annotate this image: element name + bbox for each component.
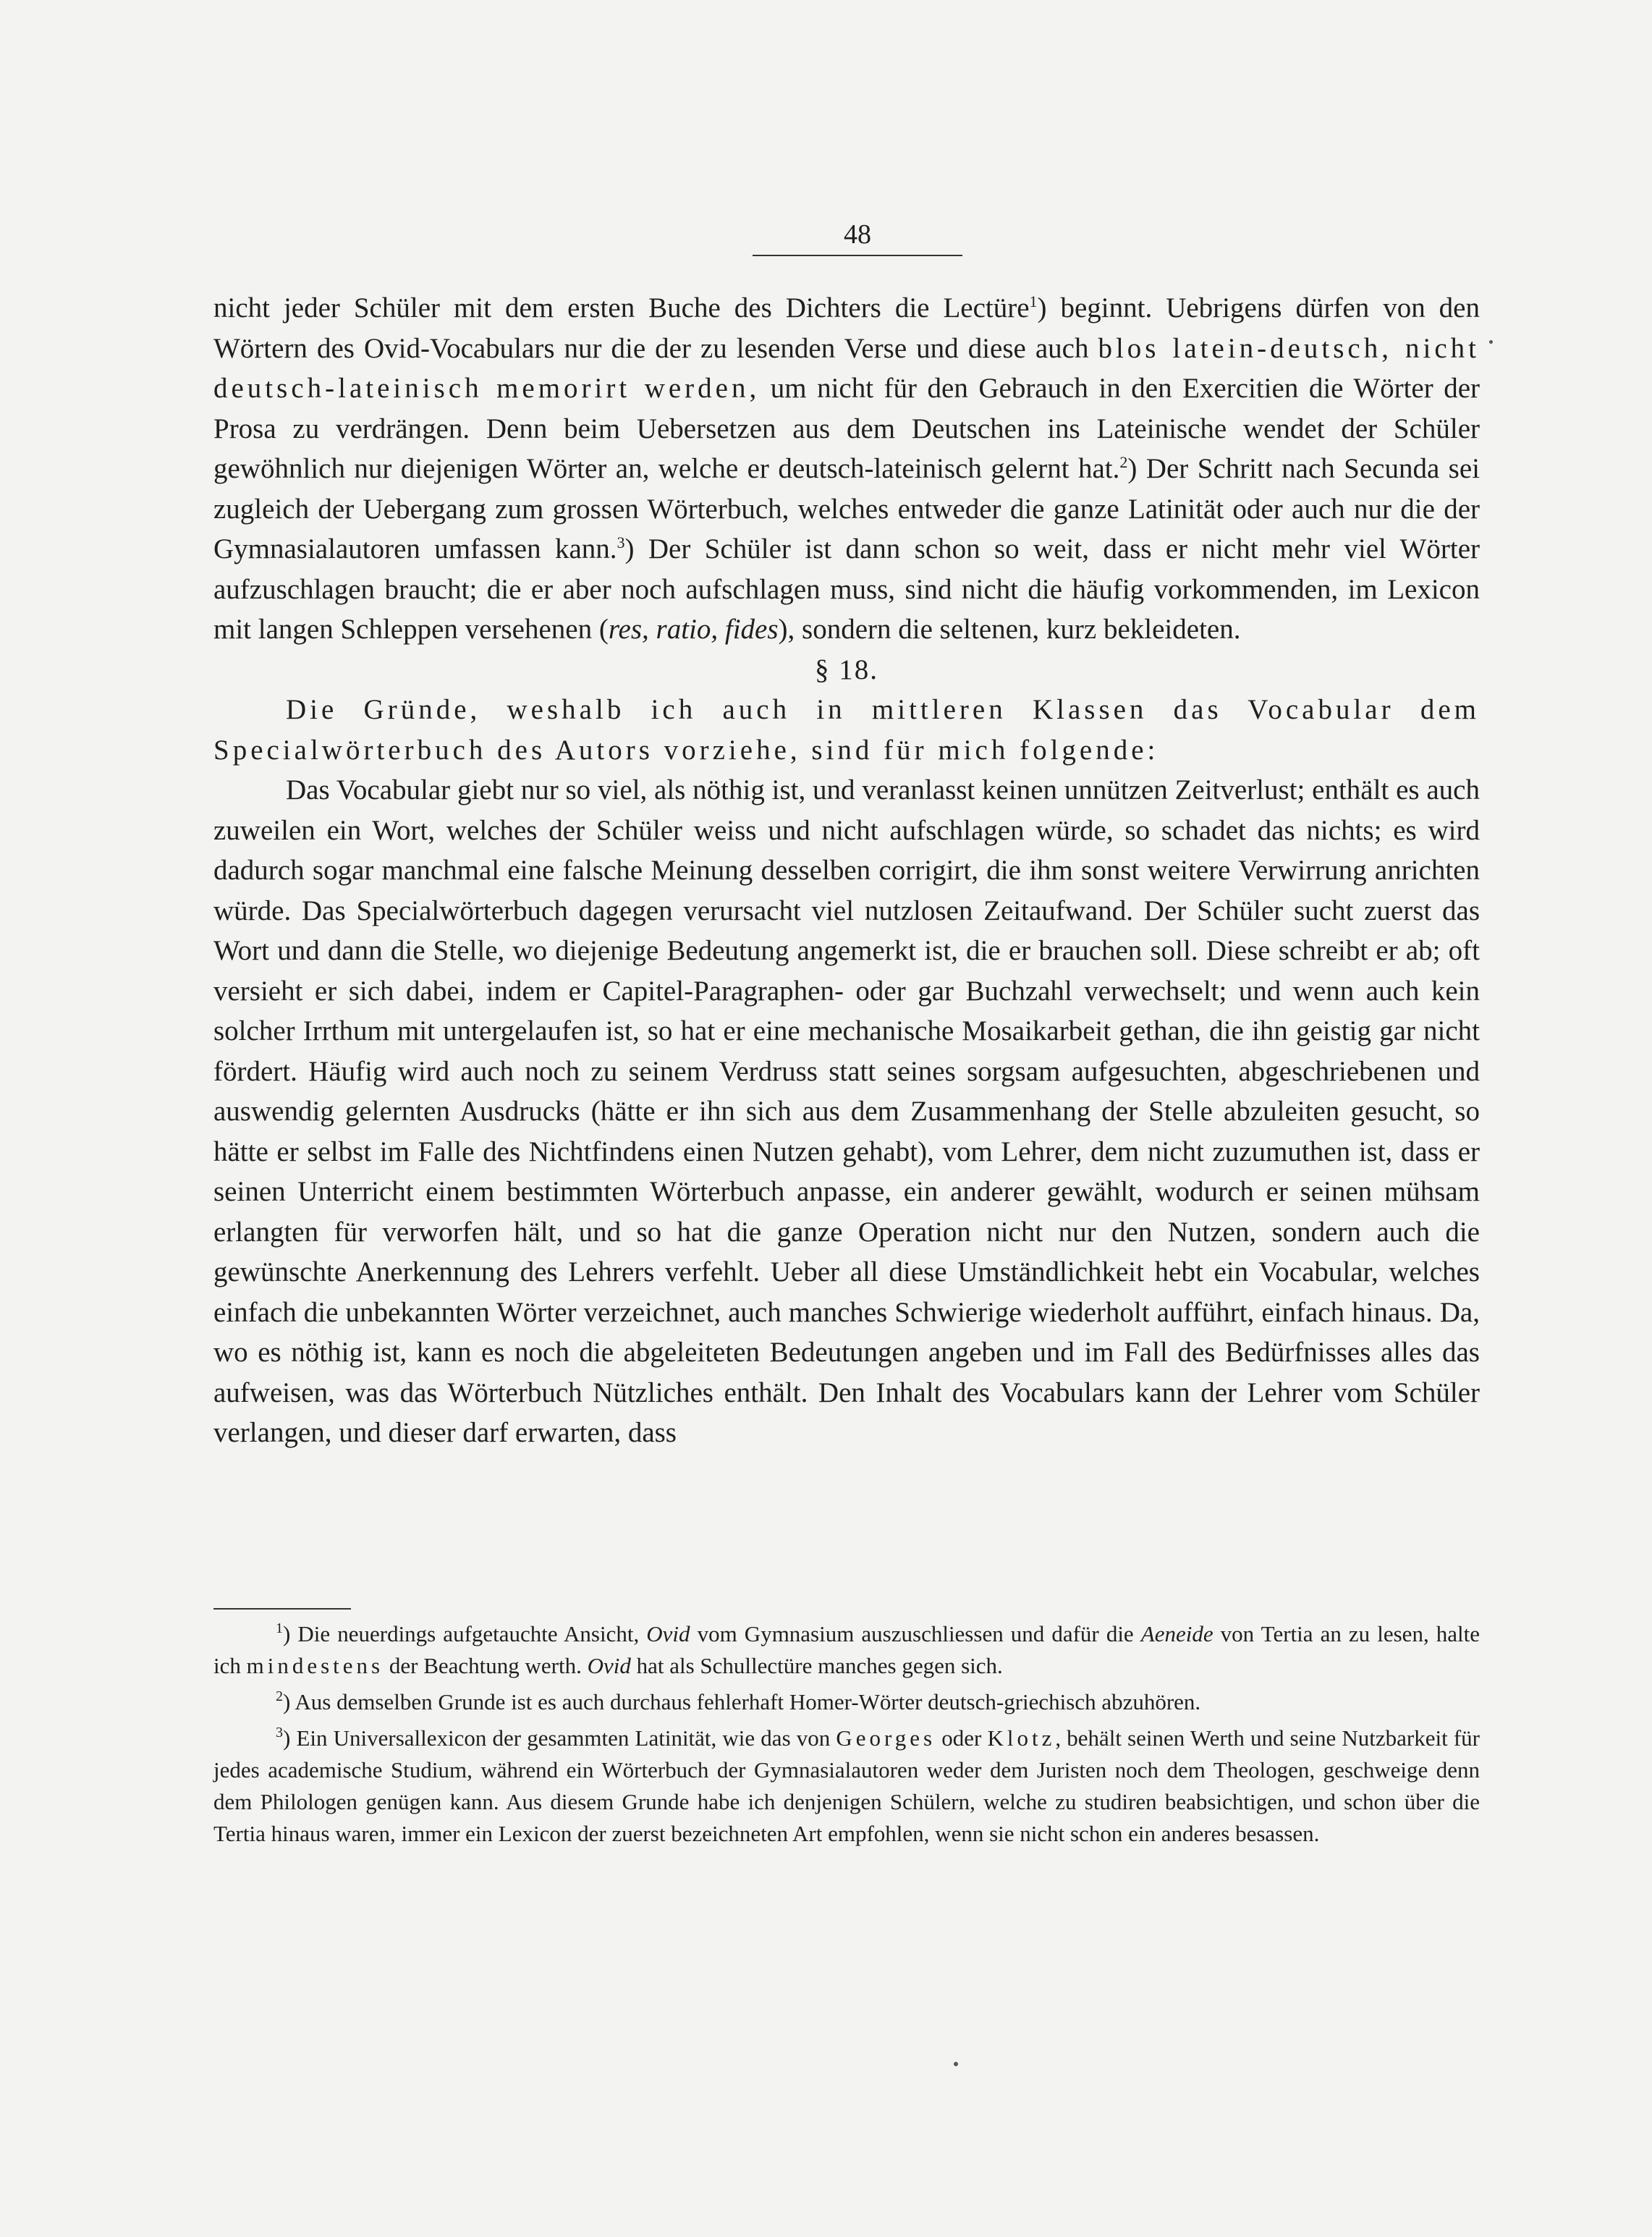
footnotes bbox=[213, 1618, 1480, 1854]
main-text bbox=[213, 288, 1480, 1453]
footnote-ref-2: 2 bbox=[1119, 453, 1128, 471]
footnote-ref-3: 3 bbox=[617, 533, 625, 551]
scan-speck bbox=[1489, 340, 1493, 344]
argument-paragraph: Das Vocabular giebt nur so viel, als nöthig ist, und veranlasst keinen unnützen Zeitverlust; enthält es auch zuweilen ein Wort, welches der Schüler weiss und nicht aufschlagen würde, so schadet das nichts; es wird dadurch sogar manchmal eine falsche Meinung desselben corrigirt, die ihm sonst weitere Verwirrung anrichten würde. Das Specialwörterbuch dagegen verursacht viel nutzlosen Zeitaufwand. Der Schüler sucht zuerst das Wort und dann die Stelle, wo diejenige Bedeutung angemerkt ist, die er brauchen soll. Diese schreibt er ab; oft versieht er sich dabei, indem er Capitel-Paragraphen- oder gar Buchzahl verwechselt; und wenn auch kein solcher Irrthum mit untergelaufen ist, so hat er eine mechanische Mosaikarbeit gethan, die ihn geistig gar nicht fördert. Häufig wird auch noch zu seinem Verdruss statt seines sorgsam aufgesuchten, abgeschriebenen und auswendig gelernten Ausdrucks (hätte er ihn sich aus dem Zusammenhang der Stelle abzuleiten gesucht, so hätte er selbst im Falle des Nichtfindens einen Nutzen gehabt), vom Lehrer, dem nicht zuzumuthen ist, dass er seinen Unterricht einem bestimmten Wörterbuch anpasse, ein anderer gewählt, wodurch er seinen mühsam erlangten für verworfen hält, und so hat die ganze Operation nicht nur den Nutzen, sondern auch die gewünschte Anerkennung des Lehrers verfehlt. Ueber all diese Umständlichkeit hebt ein Vocabular, welches einfach die unbekannten Wörter verzeichnet, auch manches Schwierige wiederholt aufführt, einfach hinaus. Da, wo es nöthig ist, kann es noch die abgeleiteten Bedeutungen angeben und im Fall des Bedürfnisses alles das aufweisen, was das Wörterbuch Nützliches enthält. Den Inhalt des Vocabulars kann der Lehrer vom Schüler verlangen, und dieser darf erwarten, dass bbox=[213, 774, 1480, 1448]
footnote-3: $^3$) Ein Universallexicon der gesammten Latinität, wie das von Georges oder Klotz, behält seinen Werth und seine Nutzbarkeit für jedes academische Studium, während ein Wörterbuch der Gymnasialautoren weder dem Juristen noch dem Theologen, geschweige denn dem Philologen genügen kann. Aus diesem Grunde habe ich denjenigen Schülern, welche zu studiren beabsichtigen, und schon über die Tertia hinaus waren, immer ein Lexicon der zuerst bezeichneten Art empfohlen, wenn sie nicht schon ein anderes besassen. bbox=[213, 1725, 1480, 1846]
footnote-ref-1: 1 bbox=[1029, 292, 1038, 310]
italic-examples: res, ratio, fides bbox=[608, 614, 779, 645]
section-intro-paragraph: Die Gründe, weshalb ich auch in mittleren Klassen das Vocabular dem Specialwörterbuch des Autors vorziehe, sind für mich folgende: bbox=[213, 694, 1480, 766]
footnote-divider bbox=[213, 1608, 351, 1610]
scan-speck bbox=[954, 2062, 958, 2066]
page-number: 48 bbox=[753, 217, 962, 256]
footnote-1: $^1$) Die neuerdings aufgetauchte Ansicht, Ovid vom Gymnasium auszuschliessen und dafür die Aeneide von Tertia an zu lesen, halte ich mindestens der Beachtung werth. Ovid hat als Schullectüre manches gegen sich. bbox=[213, 1620, 1481, 1678]
footnote-2: $^2$) Aus demselben Grunde ist es auch durchaus fehlerhaft Homer-Wörter deutsch-griechisch abzuhören. bbox=[276, 1688, 1201, 1714]
section-heading: § 18. bbox=[815, 654, 878, 685]
paragraph-continuation: nicht jeder Schüler mit dem ersten Buche des Dichters die Lectüre$^1$) beginnt. Uebrigens dürfen von den Wörtern des Ovid-Vocabulars nur die der zu lesenden Verse und diese auch blos latein-deutsch, nicht deutsch-lateinisch memorirt werden, um nicht für den Gebrauch in den Exercitien die Wörter der Prosa zu verdrängen. Denn beim Uebersetzen aus dem Deutschen ins Lateinische wendet der Schüler gewöhnlich nur diejenigen Wörter an, welche er deutsch-lateinisch gelernt hat.$^2$) Der Schritt nach Secunda sei zugleich der Uebergang zum grossen Wörterbuch, welches entweder die ganze Latinität oder auch nur die der Gymnasialautoren umfassen kann.$^3$) Der Schüler ist dann schon so weit, dass er nicht mehr viel Wörter aufzuschlagen braucht; die er aber noch aufschlagen muss, sind nicht die häufig vorkommenden, im Lexicon mit langen Schleppen versehenen (res, ratio, fides), sondern die seltenen, kurz bekleideten. bbox=[213, 292, 1481, 645]
emphasized-phrase: blos latein-deutsch, nicht deutsch-lateinisch memorirt werden, bbox=[213, 332, 1480, 404]
